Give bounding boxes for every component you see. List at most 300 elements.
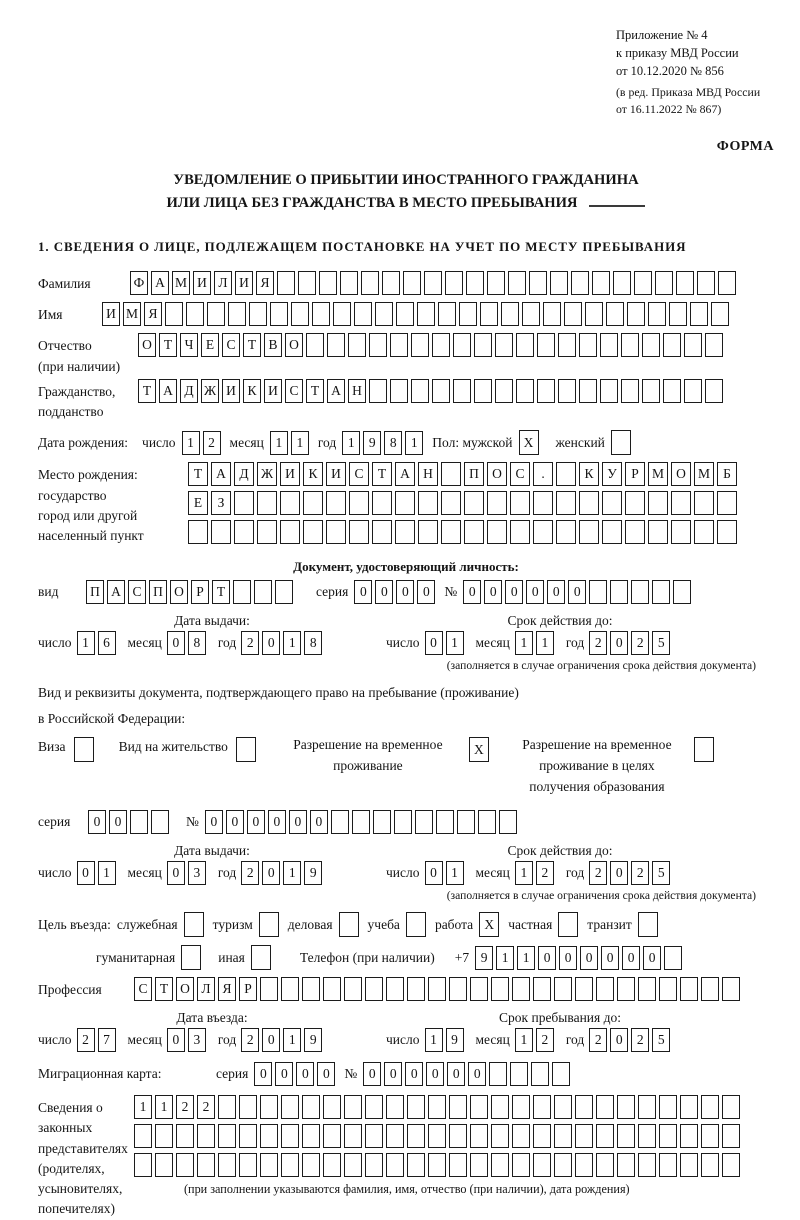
char-cell[interactable] (522, 302, 540, 326)
char-cell[interactable]: X (519, 430, 539, 455)
char-cell[interactable] (211, 520, 231, 544)
char-cell[interactable]: 0 (226, 810, 244, 834)
char-cell[interactable]: И (264, 379, 282, 403)
char-cell[interactable]: У (602, 462, 622, 486)
char-cell[interactable] (701, 1124, 719, 1148)
char-cell[interactable] (596, 1124, 614, 1148)
char-cell[interactable]: Т (159, 333, 177, 357)
char-cell[interactable] (554, 977, 572, 1001)
char-cell[interactable]: Т (243, 333, 261, 357)
char-cell[interactable] (155, 1153, 173, 1177)
char-cell[interactable] (259, 912, 279, 937)
char-cell[interactable] (365, 977, 383, 1001)
char-cell[interactable]: Н (418, 462, 438, 486)
char-cell[interactable]: С (349, 462, 369, 486)
char-cell[interactable] (134, 1124, 152, 1148)
char-cell[interactable] (717, 491, 737, 515)
char-cell[interactable] (648, 302, 666, 326)
char-cell[interactable]: 1 (291, 431, 309, 455)
char-cell[interactable] (664, 946, 682, 970)
char-cell[interactable] (663, 379, 681, 403)
char-cell[interactable] (552, 1062, 570, 1086)
char-cell[interactable]: 9 (304, 861, 322, 885)
char-cell[interactable] (218, 1124, 236, 1148)
char-cell[interactable]: 0 (167, 1028, 185, 1052)
char-cell[interactable] (270, 302, 288, 326)
char-cell[interactable] (621, 333, 639, 357)
char-cell[interactable] (418, 520, 438, 544)
char-cell[interactable] (571, 271, 589, 295)
char-cell[interactable] (663, 333, 681, 357)
char-cell[interactable] (617, 1124, 635, 1148)
char-cell[interactable] (694, 520, 714, 544)
char-cell[interactable] (298, 271, 316, 295)
char-cell[interactable]: И (193, 271, 211, 295)
char-cell[interactable]: 2 (536, 1028, 554, 1052)
char-cell[interactable] (432, 333, 450, 357)
char-cell[interactable] (464, 520, 484, 544)
char-cell[interactable] (344, 1095, 362, 1119)
char-cell[interactable]: 0 (463, 580, 481, 604)
char-cell[interactable]: О (671, 462, 691, 486)
char-cell[interactable] (613, 271, 631, 295)
char-cell[interactable] (303, 491, 323, 515)
char-cell[interactable] (579, 491, 599, 515)
char-cell[interactable] (395, 491, 415, 515)
char-cell[interactable]: 0 (88, 810, 106, 834)
char-cell[interactable] (625, 491, 645, 515)
char-cell[interactable] (480, 302, 498, 326)
char-cell[interactable]: И (280, 462, 300, 486)
char-cell[interactable]: Я (144, 302, 162, 326)
char-cell[interactable] (303, 520, 323, 544)
char-cell[interactable] (323, 977, 341, 1001)
char-cell[interactable] (617, 977, 635, 1001)
char-cell[interactable] (417, 302, 435, 326)
char-cell[interactable]: 1 (517, 946, 535, 970)
char-cell[interactable] (602, 520, 622, 544)
char-cell[interactable]: 3 (188, 1028, 206, 1052)
char-cell[interactable] (617, 1153, 635, 1177)
char-cell[interactable]: 0 (610, 861, 628, 885)
char-cell[interactable] (186, 302, 204, 326)
char-cell[interactable] (487, 520, 507, 544)
char-cell[interactable] (470, 1095, 488, 1119)
char-cell[interactable]: К (579, 462, 599, 486)
char-cell[interactable]: 0 (447, 1062, 465, 1086)
char-cell[interactable] (717, 520, 737, 544)
char-cell[interactable] (239, 1095, 257, 1119)
char-cell[interactable] (365, 1095, 383, 1119)
char-cell[interactable]: 5 (652, 1028, 670, 1052)
char-cell[interactable] (600, 379, 618, 403)
char-cell[interactable]: 0 (254, 1062, 272, 1086)
char-cell[interactable] (487, 271, 505, 295)
char-cell[interactable]: Б (717, 462, 737, 486)
char-cell[interactable]: 1 (446, 631, 464, 655)
char-cell[interactable] (365, 1124, 383, 1148)
char-cell[interactable] (722, 1124, 740, 1148)
char-cell[interactable]: 9 (475, 946, 493, 970)
char-cell[interactable]: Ф (130, 271, 148, 295)
char-cell[interactable]: 1 (536, 631, 554, 655)
char-cell[interactable]: Е (201, 333, 219, 357)
char-cell[interactable] (176, 1153, 194, 1177)
char-cell[interactable]: З (211, 491, 231, 515)
char-cell[interactable] (365, 1153, 383, 1177)
char-cell[interactable]: 0 (425, 861, 443, 885)
char-cell[interactable]: А (151, 271, 169, 295)
char-cell[interactable]: 2 (631, 861, 649, 885)
char-cell[interactable] (579, 333, 597, 357)
char-cell[interactable] (441, 462, 461, 486)
char-cell[interactable]: Т (372, 462, 392, 486)
char-cell[interactable]: 2 (241, 1028, 259, 1052)
char-cell[interactable] (575, 1153, 593, 1177)
char-cell[interactable]: 0 (601, 946, 619, 970)
char-cell[interactable]: 1 (98, 861, 116, 885)
char-cell[interactable] (510, 1062, 528, 1086)
char-cell[interactable] (642, 333, 660, 357)
char-cell[interactable]: 1 (77, 631, 95, 655)
char-cell[interactable] (319, 271, 337, 295)
char-cell[interactable]: 0 (109, 810, 127, 834)
char-cell[interactable] (281, 977, 299, 1001)
char-cell[interactable] (197, 1153, 215, 1177)
char-cell[interactable] (306, 333, 324, 357)
char-cell[interactable] (694, 737, 714, 762)
char-cell[interactable] (543, 302, 561, 326)
char-cell[interactable]: 1 (283, 1028, 301, 1052)
char-cell[interactable]: 2 (197, 1095, 215, 1119)
char-cell[interactable]: И (235, 271, 253, 295)
char-cell[interactable] (424, 271, 442, 295)
char-cell[interactable]: 0 (363, 1062, 381, 1086)
char-cell[interactable]: 0 (568, 580, 586, 604)
char-cell[interactable]: 0 (426, 1062, 444, 1086)
char-cell[interactable] (234, 520, 254, 544)
char-cell[interactable] (722, 977, 740, 1001)
char-cell[interactable]: 2 (631, 1028, 649, 1052)
char-cell[interactable] (361, 271, 379, 295)
char-cell[interactable] (676, 271, 694, 295)
char-cell[interactable] (457, 810, 475, 834)
char-cell[interactable]: Н (348, 379, 366, 403)
char-cell[interactable] (711, 302, 729, 326)
char-cell[interactable]: 0 (468, 1062, 486, 1086)
char-cell[interactable] (537, 379, 555, 403)
char-cell[interactable]: П (464, 462, 484, 486)
char-cell[interactable]: 8 (384, 431, 402, 455)
char-cell[interactable] (575, 1095, 593, 1119)
char-cell[interactable]: А (327, 379, 345, 403)
char-cell[interactable] (372, 491, 392, 515)
char-cell[interactable]: 2 (536, 861, 554, 885)
char-cell[interactable] (184, 912, 204, 937)
char-cell[interactable]: 0 (77, 861, 95, 885)
char-cell[interactable] (556, 491, 576, 515)
char-cell[interactable] (249, 302, 267, 326)
char-cell[interactable]: 8 (304, 631, 322, 655)
char-cell[interactable] (375, 302, 393, 326)
char-cell[interactable]: 1 (283, 631, 301, 655)
char-cell[interactable]: О (487, 462, 507, 486)
char-cell[interactable] (533, 977, 551, 1001)
char-cell[interactable] (441, 520, 461, 544)
char-cell[interactable] (449, 1153, 467, 1177)
char-cell[interactable] (291, 302, 309, 326)
char-cell[interactable] (533, 1153, 551, 1177)
char-cell[interactable] (642, 379, 660, 403)
char-cell[interactable]: 0 (547, 580, 565, 604)
char-cell[interactable]: А (107, 580, 125, 604)
char-cell[interactable] (74, 737, 94, 762)
char-cell[interactable] (302, 1124, 320, 1148)
char-cell[interactable] (512, 1153, 530, 1177)
char-cell[interactable] (151, 810, 169, 834)
char-cell[interactable] (403, 271, 421, 295)
char-cell[interactable]: 0 (296, 1062, 314, 1086)
char-cell[interactable] (722, 1095, 740, 1119)
char-cell[interactable] (228, 302, 246, 326)
char-cell[interactable]: О (138, 333, 156, 357)
char-cell[interactable] (218, 1153, 236, 1177)
char-cell[interactable]: 2 (241, 861, 259, 885)
char-cell[interactable] (326, 491, 346, 515)
char-cell[interactable] (407, 1153, 425, 1177)
char-cell[interactable]: 1 (515, 631, 533, 655)
char-cell[interactable]: В (264, 333, 282, 357)
char-cell[interactable]: 1 (182, 431, 200, 455)
char-cell[interactable] (621, 379, 639, 403)
char-cell[interactable]: О (176, 977, 194, 1001)
char-cell[interactable] (638, 1153, 656, 1177)
char-cell[interactable] (659, 977, 677, 1001)
char-cell[interactable]: 0 (275, 1062, 293, 1086)
char-cell[interactable]: Л (197, 977, 215, 1001)
char-cell[interactable]: 0 (375, 580, 393, 604)
char-cell[interactable] (516, 333, 534, 357)
char-cell[interactable] (634, 271, 652, 295)
char-cell[interactable] (596, 1095, 614, 1119)
char-cell[interactable]: 2 (77, 1028, 95, 1052)
char-cell[interactable] (491, 1095, 509, 1119)
char-cell[interactable]: X (479, 912, 499, 937)
char-cell[interactable] (680, 977, 698, 1001)
char-cell[interactable]: Л (214, 271, 232, 295)
char-cell[interactable]: 0 (247, 810, 265, 834)
char-cell[interactable] (239, 1153, 257, 1177)
char-cell[interactable]: 2 (176, 1095, 194, 1119)
char-cell[interactable] (254, 580, 272, 604)
char-cell[interactable] (648, 520, 668, 544)
char-cell[interactable] (611, 430, 631, 455)
char-cell[interactable] (418, 491, 438, 515)
char-cell[interactable] (302, 1153, 320, 1177)
char-cell[interactable]: П (149, 580, 167, 604)
char-cell[interactable]: Р (191, 580, 209, 604)
char-cell[interactable] (556, 520, 576, 544)
char-cell[interactable] (466, 271, 484, 295)
char-cell[interactable]: О (285, 333, 303, 357)
char-cell[interactable] (606, 302, 624, 326)
char-cell[interactable]: 1 (270, 431, 288, 455)
char-cell[interactable] (705, 333, 723, 357)
char-cell[interactable] (579, 520, 599, 544)
char-cell[interactable]: 0 (317, 1062, 335, 1086)
char-cell[interactable] (277, 271, 295, 295)
char-cell[interactable] (575, 977, 593, 1001)
char-cell[interactable] (491, 977, 509, 1001)
char-cell[interactable] (323, 1153, 341, 1177)
char-cell[interactable] (302, 977, 320, 1001)
char-cell[interactable] (428, 977, 446, 1001)
char-cell[interactable] (130, 810, 148, 834)
char-cell[interactable] (449, 977, 467, 1001)
char-cell[interactable] (453, 379, 471, 403)
char-cell[interactable]: 0 (262, 861, 280, 885)
char-cell[interactable]: С (134, 977, 152, 1001)
char-cell[interactable]: А (159, 379, 177, 403)
char-cell[interactable] (327, 333, 345, 357)
char-cell[interactable] (556, 462, 576, 486)
char-cell[interactable] (495, 333, 513, 357)
char-cell[interactable]: 7 (98, 1028, 116, 1052)
char-cell[interactable] (638, 1124, 656, 1148)
char-cell[interactable] (348, 333, 366, 357)
char-cell[interactable] (652, 580, 670, 604)
char-cell[interactable]: А (395, 462, 415, 486)
char-cell[interactable]: 5 (652, 631, 670, 655)
char-cell[interactable]: 0 (310, 810, 328, 834)
char-cell[interactable]: Т (212, 580, 230, 604)
char-cell[interactable] (369, 333, 387, 357)
char-cell[interactable] (554, 1124, 572, 1148)
char-cell[interactable] (638, 912, 658, 937)
char-cell[interactable] (499, 810, 517, 834)
char-cell[interactable]: 9 (304, 1028, 322, 1052)
char-cell[interactable] (411, 379, 429, 403)
char-cell[interactable] (373, 810, 391, 834)
char-cell[interactable] (533, 1124, 551, 1148)
char-cell[interactable]: 2 (589, 631, 607, 655)
char-cell[interactable] (251, 945, 271, 970)
char-cell[interactable] (684, 333, 702, 357)
char-cell[interactable] (155, 1124, 173, 1148)
char-cell[interactable] (218, 1095, 236, 1119)
char-cell[interactable]: 1 (134, 1095, 152, 1119)
char-cell[interactable] (386, 1153, 404, 1177)
char-cell[interactable]: М (123, 302, 141, 326)
char-cell[interactable] (554, 1095, 572, 1119)
char-cell[interactable]: 0 (643, 946, 661, 970)
char-cell[interactable] (470, 1153, 488, 1177)
char-cell[interactable] (470, 1124, 488, 1148)
char-cell[interactable] (718, 271, 736, 295)
char-cell[interactable] (602, 491, 622, 515)
char-cell[interactable] (349, 520, 369, 544)
char-cell[interactable]: 2 (589, 861, 607, 885)
char-cell[interactable] (600, 333, 618, 357)
char-cell[interactable] (512, 1095, 530, 1119)
char-cell[interactable]: 0 (354, 580, 372, 604)
char-cell[interactable]: 0 (526, 580, 544, 604)
char-cell[interactable] (697, 271, 715, 295)
char-cell[interactable]: И (222, 379, 240, 403)
char-cell[interactable]: С (510, 462, 530, 486)
char-cell[interactable]: 0 (262, 1028, 280, 1052)
char-cell[interactable]: 0 (205, 810, 223, 834)
char-cell[interactable] (445, 271, 463, 295)
char-cell[interactable] (474, 333, 492, 357)
char-cell[interactable] (531, 1062, 549, 1086)
char-cell[interactable]: Т (138, 379, 156, 403)
char-cell[interactable] (701, 1153, 719, 1177)
char-cell[interactable]: Д (234, 462, 254, 486)
char-cell[interactable] (236, 737, 256, 762)
char-cell[interactable] (474, 379, 492, 403)
char-cell[interactable] (510, 520, 530, 544)
char-cell[interactable]: 1 (446, 861, 464, 885)
char-cell[interactable] (512, 977, 530, 1001)
char-cell[interactable]: С (222, 333, 240, 357)
char-cell[interactable]: М (648, 462, 668, 486)
char-cell[interactable] (396, 302, 414, 326)
char-cell[interactable] (411, 333, 429, 357)
char-cell[interactable] (684, 379, 702, 403)
char-cell[interactable] (441, 491, 461, 515)
char-cell[interactable]: 2 (589, 1028, 607, 1052)
char-cell[interactable]: 2 (203, 431, 221, 455)
char-cell[interactable] (438, 302, 456, 326)
char-cell[interactable] (386, 1124, 404, 1148)
char-cell[interactable] (558, 333, 576, 357)
char-cell[interactable]: М (694, 462, 714, 486)
char-cell[interactable] (134, 1153, 152, 1177)
char-cell[interactable] (596, 1153, 614, 1177)
char-cell[interactable] (589, 580, 607, 604)
char-cell[interactable]: Я (218, 977, 236, 1001)
char-cell[interactable]: 8 (188, 631, 206, 655)
char-cell[interactable] (680, 1124, 698, 1148)
char-cell[interactable] (280, 520, 300, 544)
char-cell[interactable]: К (243, 379, 261, 403)
char-cell[interactable] (631, 580, 649, 604)
char-cell[interactable]: 1 (515, 861, 533, 885)
char-cell[interactable] (510, 491, 530, 515)
char-cell[interactable]: Я (256, 271, 274, 295)
char-cell[interactable] (659, 1095, 677, 1119)
char-cell[interactable] (181, 945, 201, 970)
char-cell[interactable] (165, 302, 183, 326)
char-cell[interactable]: 6 (98, 631, 116, 655)
char-cell[interactable] (585, 302, 603, 326)
char-cell[interactable] (669, 302, 687, 326)
char-cell[interactable] (489, 1062, 507, 1086)
char-cell[interactable] (648, 491, 668, 515)
char-cell[interactable]: А (211, 462, 231, 486)
char-cell[interactable]: П (86, 580, 104, 604)
char-cell[interactable] (407, 977, 425, 1001)
char-cell[interactable] (428, 1095, 446, 1119)
char-cell[interactable] (579, 379, 597, 403)
char-cell[interactable] (406, 912, 426, 937)
char-cell[interactable] (280, 491, 300, 515)
char-cell[interactable] (453, 333, 471, 357)
char-cell[interactable] (382, 271, 400, 295)
char-cell[interactable]: 1 (155, 1095, 173, 1119)
char-cell[interactable] (722, 1153, 740, 1177)
